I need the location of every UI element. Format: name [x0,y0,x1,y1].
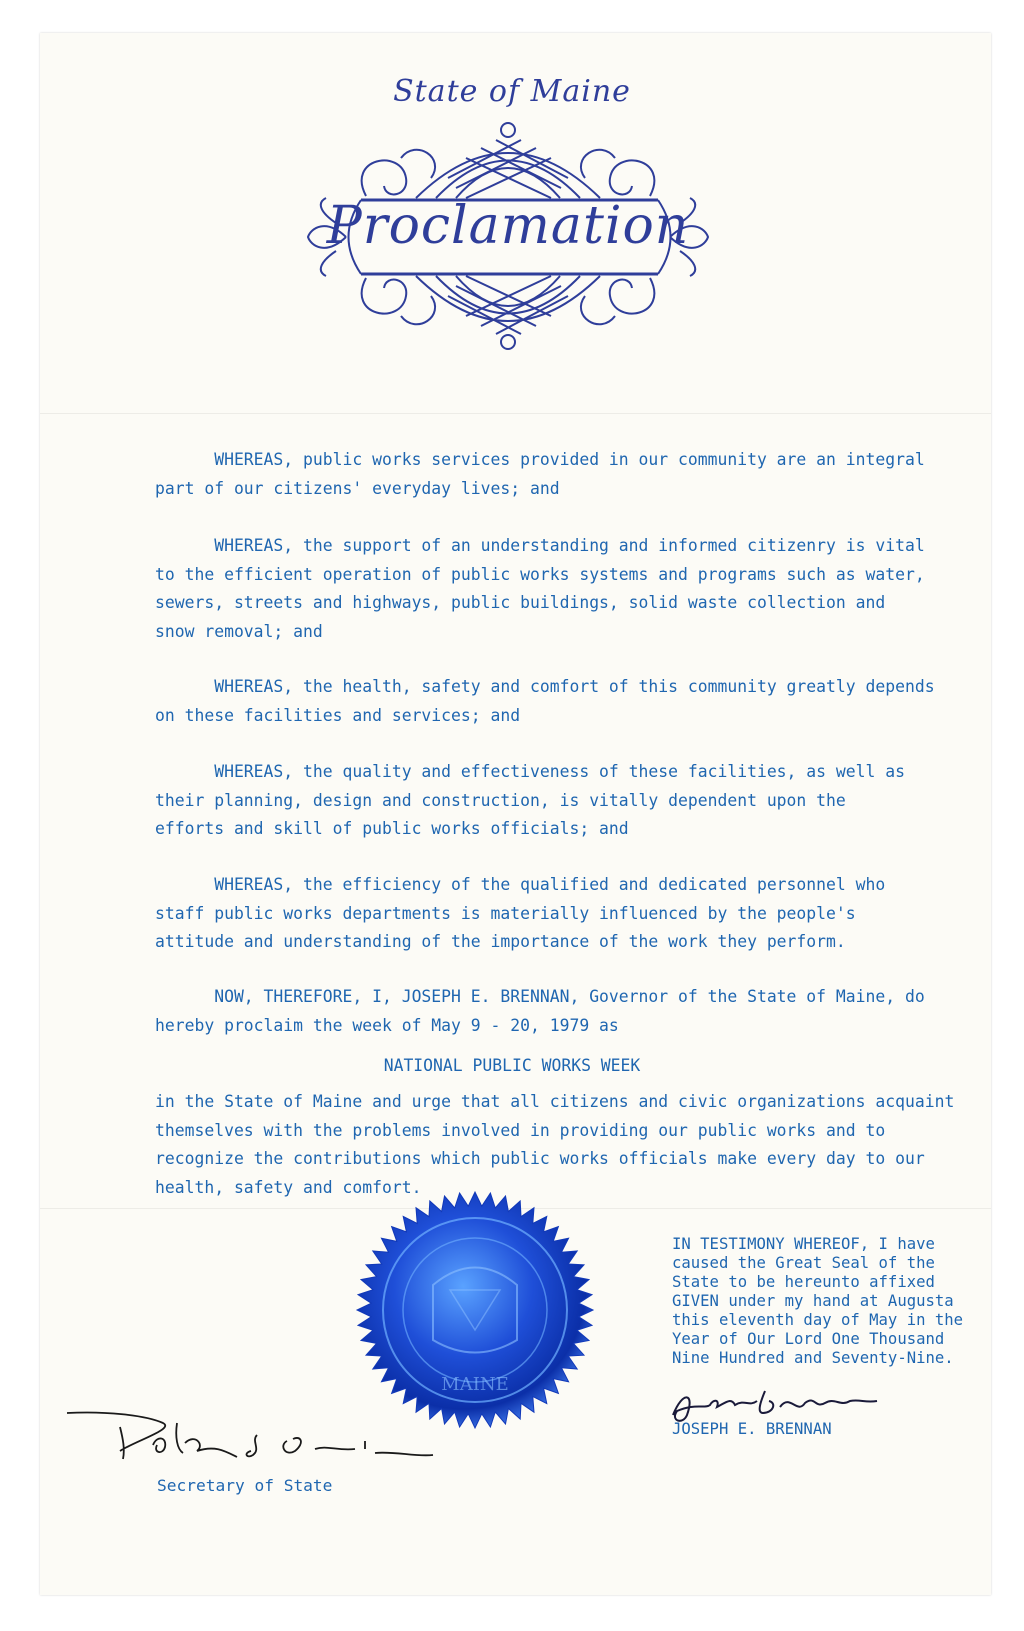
seal-inscription: MAINE [441,1374,509,1395]
state-title: State of Maine [393,74,631,109]
secretary-of-state-label: Secretary of State [157,1476,333,1495]
whereas-paragraph-5: WHEREAS, the efficiency of the qualified and dedicated personnel who staff public works departments is materially influenced by the people's attitude and understanding of the importance of the work they perform. [155,875,886,951]
governor-name: JOSEPH E. BRENNAN [672,1420,832,1438]
whereas-paragraph-3: WHEREAS, the health, safety and comfort of this community greatly depends on these facilities and services; and [155,677,935,725]
proclamation-heading: NATIONAL PUBLIC WORKS WEEK [383,1056,641,1075]
closing-paragraph: in the State of Maine and urge that all citizens and civic organizations acquaint themselves with the problems involved in providing our public works and to recognize the contributions which public works officials make every day to our health, safety and comfort. [155,1092,955,1197]
great-seal-sticker [355,1190,595,1430]
governor-signature [665,1385,880,1425]
whereas-paragraph-4: WHEREAS, the quality and effectiveness of these facilities, as well as their planning, design and construction, is vitally dependent upon the efforts and skill of public works officials; and [155,762,905,838]
now-therefore-paragraph: NOW, THEREFORE, I, JOSEPH E. BRENNAN, Governor of the State of Maine, do hereby proclaim the week of May 9 - 20, 1979 as [155,987,925,1035]
fold-line-top [40,413,991,414]
testimony-block: IN TESTIMONY WHEREOF, I have caused the Great Seal of the State to be hereunto affixed GIVEN under my hand at Augusta this eleventh day of May in the Year of Our Lord One Thousand Nine Hundred and Seventy-Nine. [672,1235,964,1367]
whereas-paragraph-1: WHEREAS, public works services provided in our community are an integral part of our citizens' everyday lives; and [155,450,925,498]
secretary-signature [65,1405,435,1465]
proclamation-title: Proclamation [326,196,690,256]
whereas-paragraph-2: WHEREAS, the support of an understanding and informed citizenry is vital to the efficient operation of public works systems and programs such as water, sewers, streets and highways, public buildings, solid waste collection and snow removal; and [155,536,925,641]
